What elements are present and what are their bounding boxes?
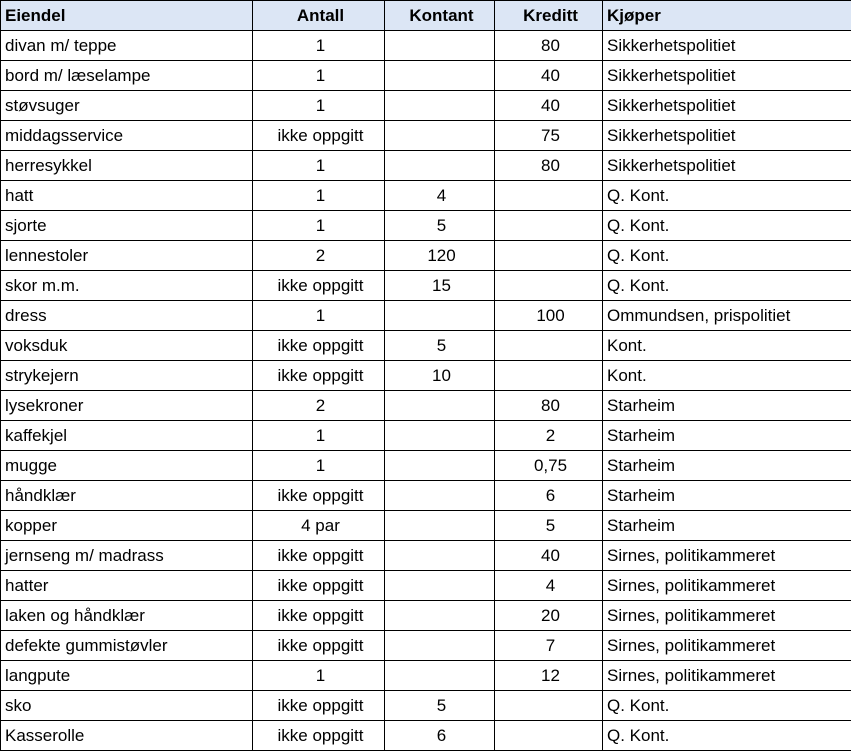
cell-antall: ikke oppgitt [253,571,385,601]
cell-eiendel: håndklær [1,481,253,511]
cell-kreditt: 5 [495,511,603,541]
cell-antall: 1 [253,61,385,91]
cell-eiendel: hatter [1,571,253,601]
cell-kreditt [495,181,603,211]
cell-kontant [385,151,495,181]
cell-eiendel: sjorte [1,211,253,241]
cell-eiendel: dress [1,301,253,331]
cell-kontant [385,481,495,511]
cell-eiendel: skor m.m. [1,271,253,301]
cell-kreditt [495,211,603,241]
cell-antall: 1 [253,181,385,211]
cell-kjoper: Sirnes, politikammeret [603,571,851,601]
cell-kjoper: Starheim [603,481,851,511]
cell-eiendel: hatt [1,181,253,211]
column-header-kreditt: Kreditt [495,1,603,31]
cell-eiendel: sko [1,691,253,721]
table-row [1,241,851,271]
cell-kontant [385,451,495,481]
table-row [1,121,851,151]
cell-eiendel: kaffekjel [1,421,253,451]
table-row [1,151,851,181]
table-row [1,631,851,661]
cell-kjoper: Sikkerhetspolitiet [603,61,851,91]
cell-eiendel: mugge [1,451,253,481]
cell-kontant [385,421,495,451]
column-header-kjoper: Kjøper [603,1,851,31]
cell-antall: 1 [253,421,385,451]
cell-kreditt: 80 [495,31,603,61]
cell-kontant: 5 [385,691,495,721]
cell-kontant: 10 [385,361,495,391]
cell-kontant [385,511,495,541]
cell-eiendel: Kasserolle [1,721,253,751]
cell-kreditt: 2 [495,421,603,451]
column-header-antall: Antall [253,1,385,31]
cell-kjoper: Kont. [603,331,851,361]
table-row [1,61,851,91]
cell-kreditt: 40 [495,541,603,571]
cell-kjoper: Sirnes, politikammeret [603,631,851,661]
table-row [1,691,851,721]
cell-kreditt: 7 [495,631,603,661]
cell-antall: 4 par [253,511,385,541]
cell-antall: ikke oppgitt [253,541,385,571]
cell-kontant: 120 [385,241,495,271]
cell-kreditt: 80 [495,151,603,181]
cell-antall: ikke oppgitt [253,361,385,391]
cell-kjoper: Sirnes, politikammeret [603,661,851,691]
header-row [1,1,851,31]
cell-eiendel: langpute [1,661,253,691]
table-row [1,481,851,511]
cell-kjoper: Kont. [603,361,851,391]
cell-kontant [385,121,495,151]
cell-antall: ikke oppgitt [253,481,385,511]
table-body [1,31,851,751]
cell-kontant [385,631,495,661]
table-row [1,301,851,331]
cell-antall: ikke oppgitt [253,331,385,361]
cell-antall: ikke oppgitt [253,601,385,631]
cell-kjoper: Q. Kont. [603,271,851,301]
cell-antall: 1 [253,151,385,181]
cell-antall: 1 [253,301,385,331]
cell-eiendel: støvsuger [1,91,253,121]
cell-kreditt: 6 [495,481,603,511]
cell-kjoper: Starheim [603,511,851,541]
cell-eiendel: jernseng m/ madrass [1,541,253,571]
cell-antall: ikke oppgitt [253,271,385,301]
cell-kreditt: 80 [495,391,603,421]
cell-kreditt: 0,75 [495,451,603,481]
table-row [1,721,851,751]
table-row [1,601,851,631]
cell-kontant: 4 [385,181,495,211]
cell-kontant [385,571,495,601]
cell-kontant [385,601,495,631]
cell-antall: 1 [253,661,385,691]
cell-eiendel: laken og håndklær [1,601,253,631]
column-header-eiendel: Eiendel [1,1,253,31]
cell-kontant: 5 [385,211,495,241]
table-row [1,181,851,211]
table-row [1,421,851,451]
table-row [1,91,851,121]
table-row [1,271,851,301]
cell-eiendel: divan m/ teppe [1,31,253,61]
cell-kontant: 5 [385,331,495,361]
cell-antall: 2 [253,391,385,421]
cell-kjoper: Ommundsen, prispolitiet [603,301,851,331]
cell-kjoper: Sikkerhetspolitiet [603,91,851,121]
cell-kreditt [495,691,603,721]
cell-antall: 1 [253,91,385,121]
cell-kontant [385,61,495,91]
cell-antall: 1 [253,31,385,61]
cell-eiendel: middagsservice [1,121,253,151]
cell-antall: ikke oppgitt [253,721,385,751]
cell-kjoper: Sikkerhetspolitiet [603,31,851,61]
table-row [1,211,851,241]
cell-antall: 1 [253,211,385,241]
cell-kontant [385,391,495,421]
cell-eiendel: lennestoler [1,241,253,271]
cell-eiendel: bord m/ læselampe [1,61,253,91]
cell-kontant [385,31,495,61]
cell-kjoper: Starheim [603,391,851,421]
cell-eiendel: herresykkel [1,151,253,181]
cell-kreditt: 100 [495,301,603,331]
cell-kontant [385,541,495,571]
cell-kontant [385,301,495,331]
cell-kjoper: Starheim [603,451,851,481]
table-row [1,511,851,541]
cell-kreditt: 4 [495,571,603,601]
cell-kontant: 15 [385,271,495,301]
cell-kreditt [495,271,603,301]
cell-kreditt [495,721,603,751]
table-row [1,31,851,61]
table-row [1,541,851,571]
table-row [1,661,851,691]
cell-eiendel: voksduk [1,331,253,361]
cell-eiendel: lysekroner [1,391,253,421]
cell-kjoper: Q. Kont. [603,721,851,751]
cell-kreditt [495,331,603,361]
cell-eiendel: kopper [1,511,253,541]
cell-kontant: 6 [385,721,495,751]
cell-antall: ikke oppgitt [253,631,385,661]
cell-antall: ikke oppgitt [253,691,385,721]
cell-kontant [385,661,495,691]
cell-kjoper: Sirnes, politikammeret [603,541,851,571]
cell-kjoper: Sirnes, politikammeret [603,601,851,631]
cell-kreditt [495,241,603,271]
cell-kjoper: Q. Kont. [603,181,851,211]
table-row [1,571,851,601]
column-header-kontant: Kontant [385,1,495,31]
table-row [1,391,851,421]
cell-kontant [385,91,495,121]
cell-antall: ikke oppgitt [253,121,385,151]
table-row [1,451,851,481]
cell-eiendel: strykejern [1,361,253,391]
cell-kjoper: Q. Kont. [603,211,851,241]
cell-kreditt: 40 [495,61,603,91]
cell-kreditt: 12 [495,661,603,691]
cell-antall: 1 [253,451,385,481]
cell-kreditt: 40 [495,91,603,121]
cell-kjoper: Q. Kont. [603,691,851,721]
table-row [1,361,851,391]
cell-eiendel: defekte gummistøvler [1,631,253,661]
cell-kreditt: 75 [495,121,603,151]
cell-kreditt: 20 [495,601,603,631]
cell-kjoper: Q. Kont. [603,241,851,271]
cell-antall: 2 [253,241,385,271]
cell-kjoper: Sikkerhetspolitiet [603,121,851,151]
cell-kjoper: Starheim [603,421,851,451]
table-row [1,331,851,361]
cell-kjoper: Sikkerhetspolitiet [603,151,851,181]
cell-kreditt [495,361,603,391]
